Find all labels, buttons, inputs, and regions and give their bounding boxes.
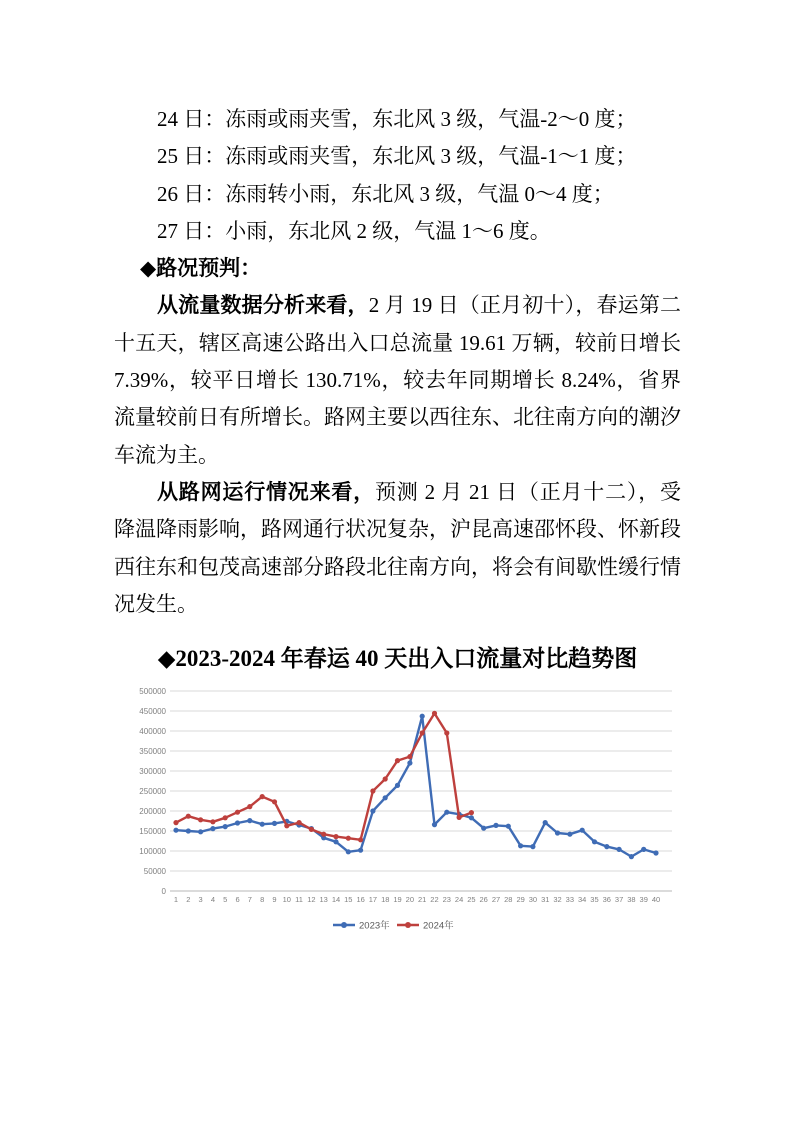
svg-text:8: 8 [260,895,265,904]
svg-text:19: 19 [393,895,402,904]
svg-text:37: 37 [614,895,624,904]
svg-text:10: 10 [282,895,291,904]
svg-text:30: 30 [528,895,538,904]
paragraph-flow-analysis-lead: 从流量数据分析来看， [157,293,369,318]
svg-text:20: 20 [405,895,415,904]
svg-text:21: 21 [417,895,427,904]
svg-text:14: 14 [331,895,341,904]
document-body [114,101,681,623]
svg-text:100000: 100000 [139,846,166,856]
svg-text:4: 4 [210,895,216,904]
paragraph-network-forecast [114,474,681,623]
svg-text:26: 26 [479,895,488,904]
svg-text:350000: 350000 [139,746,166,756]
weather-line-27: 27 日：小雨，东北风 2 级，气温 1～6 度。 [157,218,551,243]
svg-text:34: 34 [577,895,587,904]
svg-text:13: 13 [319,895,328,904]
svg-text:6: 6 [235,895,240,904]
svg-text:500000: 500000 [139,686,166,696]
svg-text:0: 0 [161,886,166,896]
svg-text:50000: 50000 [143,866,166,876]
svg-text:17: 17 [368,895,378,904]
svg-text:25: 25 [467,895,476,904]
svg-text:32: 32 [553,895,562,904]
svg-text:5: 5 [223,895,228,904]
svg-text:24: 24 [454,895,464,904]
svg-text:38: 38 [627,895,636,904]
chart-title: ◆2023-2024 年春运 40 天出入口流量对比趋势图 [157,646,638,671]
svg-text:2024年: 2024年 [423,920,454,932]
weather-line-25: 25 日：冻雨或雨夹雪，东北风 3 级，气温-1～1 度； [157,144,637,169]
paragraph-flow-analysis [114,287,681,473]
paragraph-network-forecast-body: 预测 2 月 21 日（正月十二），受降温降雨影响，路网通行状况复杂，沪昆高速邵怀段、怀新段西往东和包茂高速部分路段北往南方向，将会有间歇性缓行情况发生。 [114,479,681,616]
svg-text:15: 15 [344,895,353,904]
svg-text:39: 39 [639,895,648,904]
svg-text:16: 16 [356,895,365,904]
paragraph-network-forecast-lead: 从路网运行情况来看， [157,479,375,504]
svg-text:12: 12 [307,895,316,904]
svg-text:200000: 200000 [139,806,166,816]
svg-text:33: 33 [565,895,575,904]
svg-text:18: 18 [381,895,390,904]
svg-text:7: 7 [247,895,252,904]
svg-text:150000: 150000 [139,826,166,836]
paragraph-flow-analysis-body: 2 月 19 日（正月初十），春运第二十五天，辖区高速公路出入口总流量 19.61 万辆，较前日增长 7.39%，较平日增长 130.71%，较去年同期增长 8.24%，省界流量较前日有所增长。路网主要以西往东、北往南方向的潮汐车流为主。 [114,293,682,467]
flow-comparison-chart-svg [120,683,680,945]
svg-text:36: 36 [602,895,611,904]
svg-text:300000: 300000 [139,766,166,776]
svg-text:1: 1 [173,895,179,904]
section-heading-road-forecast: ◆路况预判： [140,256,262,281]
svg-text:450000: 450000 [139,706,166,716]
weather-line-26: 26 日：冻雨转小雨，东北风 3 级，气温 0～4 度； [157,181,614,206]
svg-text:9: 9 [272,895,277,904]
svg-text:2023年: 2023年 [359,920,390,932]
svg-text:28: 28 [504,895,513,904]
svg-text:35: 35 [590,895,599,904]
svg-text:3: 3 [198,895,203,904]
svg-text:27: 27 [491,895,501,904]
svg-text:400000: 400000 [139,726,166,736]
svg-text:11: 11 [295,895,303,904]
svg-text:29: 29 [516,895,525,904]
flow-comparison-chart [120,683,680,945]
svg-text:250000: 250000 [139,786,166,796]
svg-text:23: 23 [442,895,451,904]
weather-line-24: 24 日：冻雨或雨夹雪，东北风 3 级，气温-2～0 度； [157,107,637,131]
svg-text:22: 22 [430,895,439,904]
svg-text:31: 31 [541,895,550,904]
svg-text:40: 40 [651,895,661,904]
svg-text:2: 2 [186,895,191,904]
